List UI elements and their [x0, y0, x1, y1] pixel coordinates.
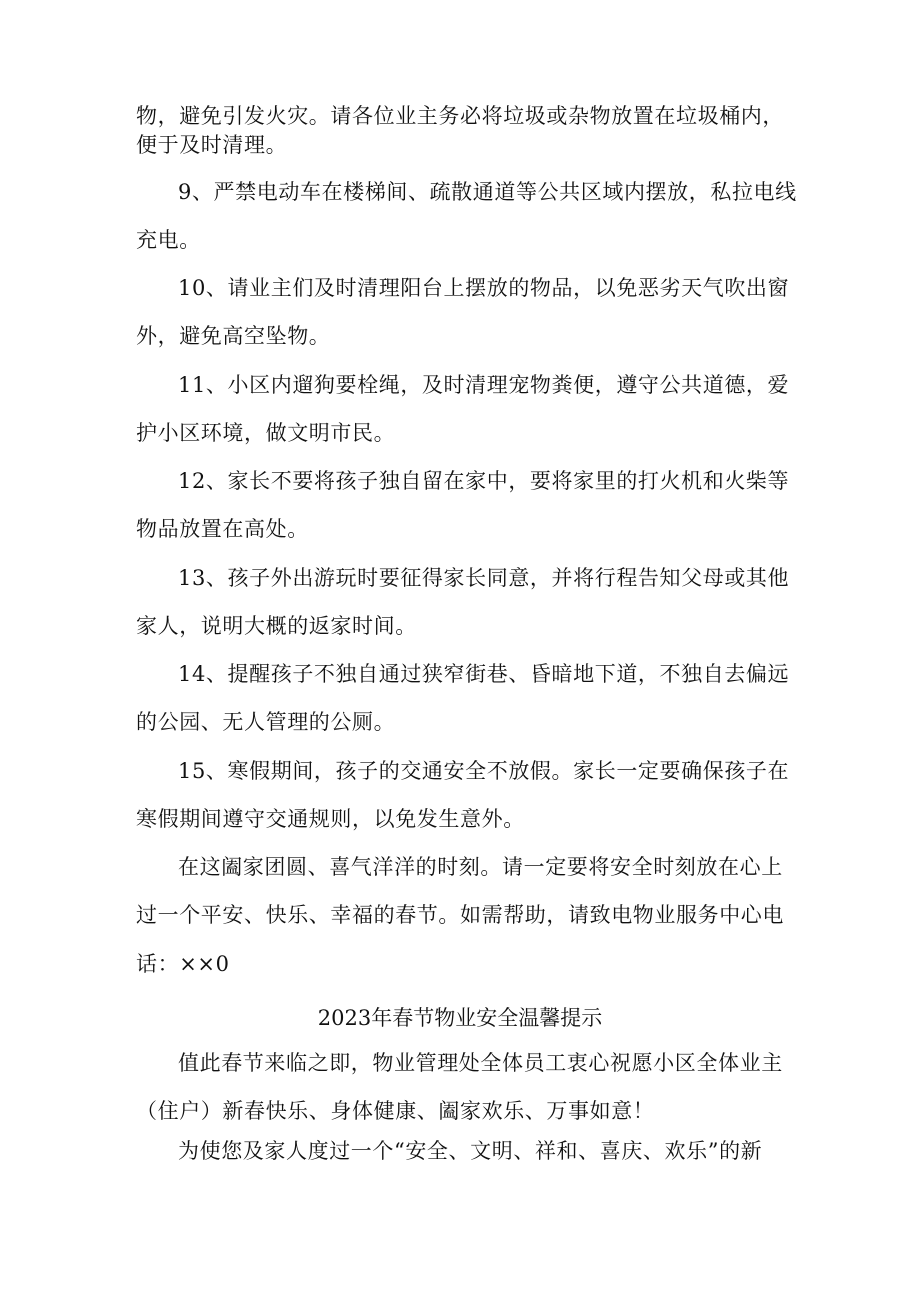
text-line: 便于及时清理。: [136, 133, 288, 157]
list-item-14-line-1: 14、提醒孩子不独自通过狭窄街巷、昏暗地下道，不独自去偏远: [178, 662, 790, 686]
list-item-12-line-2: 物品放置在高处。: [136, 517, 309, 541]
list-item-10-line-1: 10、请业主们及时清理阳台上摆放的物品，以免恶劣天气吹出窗: [178, 276, 790, 300]
list-item-11-line-1: 11、小区内遛狗要栓绳，及时清理宠物粪便，遵守公共道德，爱: [178, 373, 790, 397]
list-item-15-line-1: 15、寒假期间，孩子的交通安全不放假。家长一定要确保孩子在: [178, 759, 790, 783]
list-item-12-line-1: 12、家长不要将孩子独自留在家中，要将家里的打火机和火柴等: [178, 469, 790, 493]
list-item-13-line-2: 家人，说明大概的返家时间。: [136, 614, 417, 638]
closing-paragraph-line-3: 话：××0: [136, 952, 230, 976]
list-item-11-line-2: 护小区环境，做文明市民。: [136, 421, 396, 445]
section-title: 2023年春节物业安全温馨提示: [317, 1006, 603, 1030]
list-item-15-line-2: 寒假期间遵守交通规则，以免发生意外。: [136, 807, 525, 831]
intro-paragraph-line-3: 为使您及家人度过一个“安全、文明、祥和、喜庆、欢乐”的新: [178, 1139, 763, 1163]
list-item-14-line-2: 的公园、无人管理的公厕。: [136, 710, 396, 734]
list-item-9-line-1: 9、严禁电动车在楼梯间、疏散通道等公共区域内摆放，私拉电线: [178, 180, 797, 204]
intro-paragraph-line-2: （住户）新春快乐、身体健康、阖家欢乐、万事如意！: [136, 1099, 655, 1123]
closing-paragraph-line-1: 在这阖家团圆、喜气洋洋的时刻。请一定要将安全时刻放在心上: [178, 855, 783, 879]
text-line: 物，避免引发火灾。请各位业主务必将垃圾或杂物放置在垃圾桶内，: [136, 104, 784, 128]
list-item-9-line-2: 充电。: [136, 228, 201, 252]
list-item-10-line-2: 外，避免高空坠物。: [136, 324, 331, 348]
intro-paragraph-line-1: 值此春节来临之即，物业管理处全体员工衷心祝愿小区全体业主: [178, 1051, 783, 1075]
closing-paragraph-line-2: 过一个平安、快乐、幸福的春节。如需帮助，请致电物业服务中心电: [136, 903, 784, 927]
list-item-13-line-1: 13、孩子外出游玩时要征得家长同意，并将行程告知父母或其他: [178, 566, 790, 590]
